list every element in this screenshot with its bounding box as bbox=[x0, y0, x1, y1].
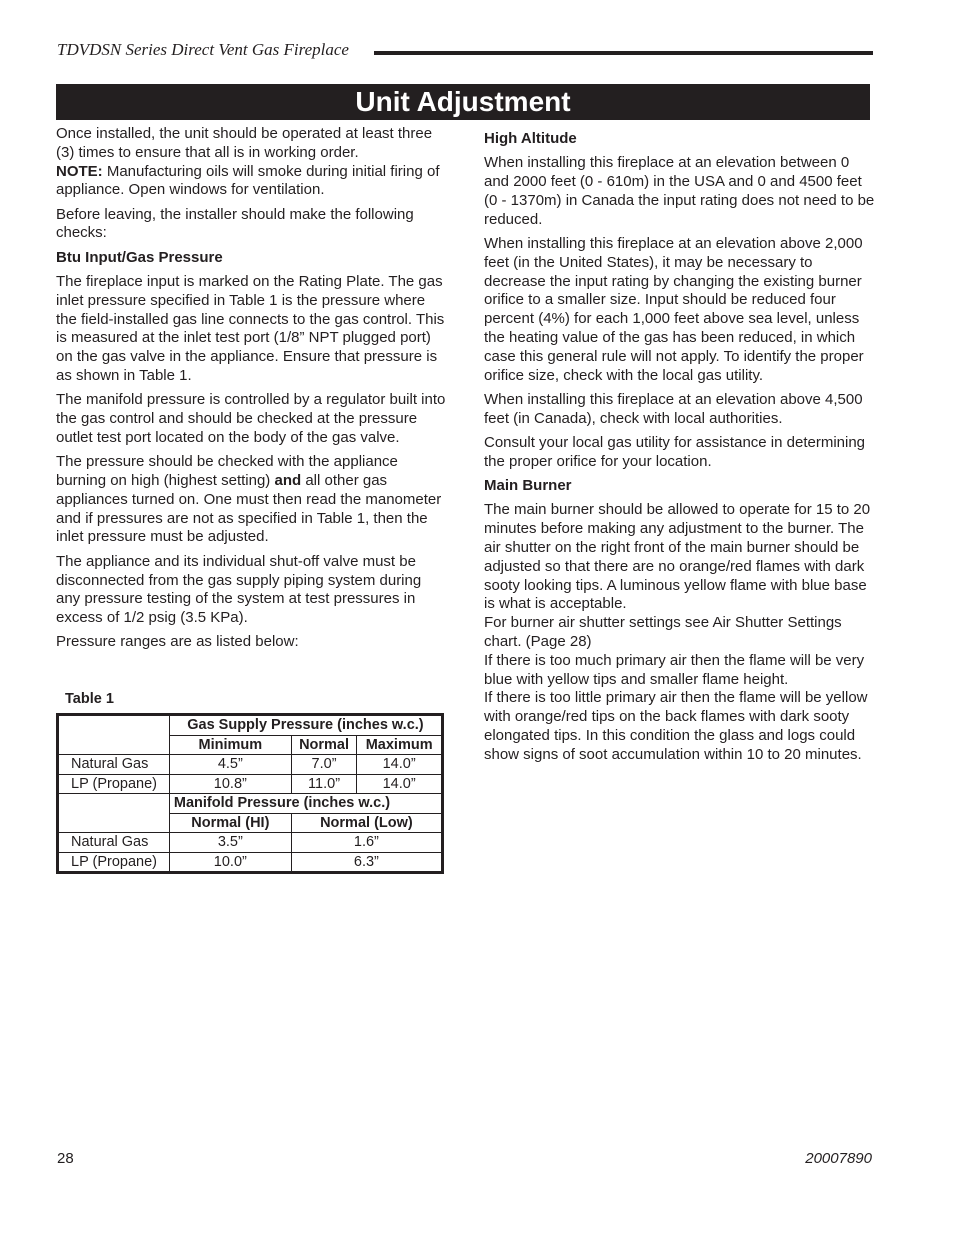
note-text: Manufacturing oils will smoke during initial firing of appliance. Open windows for ventilation. bbox=[56, 162, 440, 199]
row-label: Natural Gas bbox=[58, 833, 170, 853]
altitude-paragraph-4: Consult your local gas utility for assistance in determining the proper orifice for your location. bbox=[484, 433, 866, 470]
altitude-paragraph-3: When installing this fireplace at an elevation above 4,500 feet (in Canada), check with local authorities. bbox=[484, 390, 863, 427]
supply-header: Gas Supply Pressure (inches w.c.) bbox=[169, 715, 442, 736]
btu-paragraph-1: The fireplace input is marked on the Rating Plate. The gas inlet pressure specified in Table 1 is the pressure where the field-installed gas line connects to the gas control. This is measured at the inlet test port (1/8” NPT plugged port) on the gas valve in the appliance. Ensure that pressure is as shown in Table 1. bbox=[56, 273, 445, 385]
page-number: 28 bbox=[57, 1150, 74, 1167]
manifold-col-normal-hi: Normal (HI) bbox=[169, 813, 291, 833]
table-cell: 4.5” bbox=[169, 755, 291, 775]
table-cell: 14.0” bbox=[357, 774, 443, 794]
supply-col-maximum: Maximum bbox=[357, 735, 443, 755]
table-caption: Table 1 bbox=[65, 691, 114, 707]
btu-paragraph-3 bbox=[56, 453, 448, 547]
btu-paragraph-2: The manifold pressure is controlled by a regulator built into the gas control and should be checked at the pressure outlet test port located on the body of the gas valve. bbox=[56, 391, 446, 446]
altitude-paragraph-1: When installing this fireplace at an elevation between 0 and 2000 feet (0 - 610m) in the USA and 0 and 4500 feet (0 - 1370m) in Canada the input rating does not need to be reduced. bbox=[484, 154, 875, 228]
table-row bbox=[58, 755, 443, 775]
table-cell: 14.0” bbox=[357, 755, 443, 775]
supply-col-minimum: Minimum bbox=[169, 735, 291, 755]
main-burner-heading: Main Burner bbox=[484, 477, 572, 495]
right-column bbox=[484, 130, 876, 770]
note-label: NOTE: bbox=[56, 162, 103, 180]
high-altitude-heading: High Altitude bbox=[484, 130, 577, 147]
btu-p3-text-b: all other gas appliances turned on. One must then read the manometer and if pressures are not as specified in Table 1, then the inlet pressure must be adjusted. bbox=[56, 472, 442, 546]
table-cell: 3.5” bbox=[169, 833, 291, 853]
section-banner: Unit Adjustment bbox=[56, 84, 870, 120]
btu-paragraph-4: The appliance and its individual shut-off valve must be disconnected from the gas supply piping system during any pressure testing of the system at test pressures in excess of 1/2 psig (3.5 KPa). bbox=[56, 552, 422, 627]
header-rule bbox=[374, 51, 873, 55]
row-label: LP (Propane) bbox=[58, 852, 170, 873]
manifold-header: Manifold Pressure (inches w.c.) bbox=[169, 794, 442, 814]
table-cell: 11.0” bbox=[291, 774, 357, 794]
btu-p3-bold: and bbox=[274, 472, 302, 490]
btu-paragraph-5: Pressure ranges are as listed below: bbox=[56, 633, 299, 651]
btu-heading: Btu Input/Gas Pressure bbox=[56, 248, 223, 266]
burner-paragraph-4: If there is too little primary air then the flame will be yellow with orange/red tips on the back flames with dark sooty elongated tips. In this condition the glass and logs could show signs of soot accumulation within 10 to 20 minutes. bbox=[484, 689, 868, 763]
burner-paragraph-3: If there is too much primary air then the flame will be very blue with yellow tips and smaller flame height. bbox=[484, 651, 865, 688]
intro-text: Once installed, the unit should be operated at least three (3) times to ensure that all is in working order. bbox=[56, 125, 433, 161]
table-corner-cell bbox=[58, 715, 170, 755]
table-row bbox=[58, 833, 443, 853]
table-cell: 10.8” bbox=[169, 774, 291, 794]
btu-p3-text-a: The pressure should be checked with the appliance burning on high (highest setting) bbox=[56, 453, 398, 490]
table-row bbox=[58, 774, 443, 794]
table-cell: 1.6” bbox=[291, 833, 442, 853]
row-label: LP (Propane) bbox=[58, 774, 170, 794]
left-column bbox=[56, 125, 448, 658]
before-leaving-paragraph: Before leaving, the installer should make the following checks: bbox=[56, 205, 414, 242]
table-row bbox=[58, 794, 443, 814]
table-blank-cell bbox=[58, 794, 170, 833]
table-cell: 10.0” bbox=[169, 852, 291, 873]
table-cell: 7.0” bbox=[291, 755, 357, 775]
pressure-table bbox=[56, 713, 444, 874]
intro-paragraph bbox=[56, 125, 448, 200]
table-row bbox=[58, 852, 443, 873]
burner-paragraph-2: For burner air shutter settings see Air Shutter Settings chart. (Page 28) bbox=[484, 614, 842, 650]
table-row bbox=[58, 715, 443, 736]
manifold-col-normal-low: Normal (Low) bbox=[291, 813, 442, 833]
altitude-paragraph-2: When installing this fireplace at an elevation above 2,000 feet (in the United States), it may be necessary to decrease the input rating by changing the existing burner orifice to a smaller size. Input should be reduced four percent (4%) for each 1,000 feet above sea level, unless the heating value of the gas has been reduced, in which case this general rule will not apply. To identify the proper orifice size, check with the local gas utility. bbox=[484, 234, 864, 384]
supply-col-normal: Normal bbox=[291, 735, 357, 755]
table-cell: 6.3” bbox=[291, 852, 442, 873]
burner-paragraph-1: The main burner should be allowed to operate for 15 to 20 minutes before making any adjustment to the burner. The air shutter on the right front of the main burner should be adjusted so that there are no orange/red flames with dark sooty looking tips. A luminous yellow flame with blue base is what is acceptable. bbox=[484, 501, 871, 613]
row-label: Natural Gas bbox=[58, 755, 170, 775]
running-header-title: TDVDSN Series Direct Vent Gas Fireplace bbox=[57, 40, 349, 59]
document-number: 20007890 bbox=[805, 1150, 872, 1167]
